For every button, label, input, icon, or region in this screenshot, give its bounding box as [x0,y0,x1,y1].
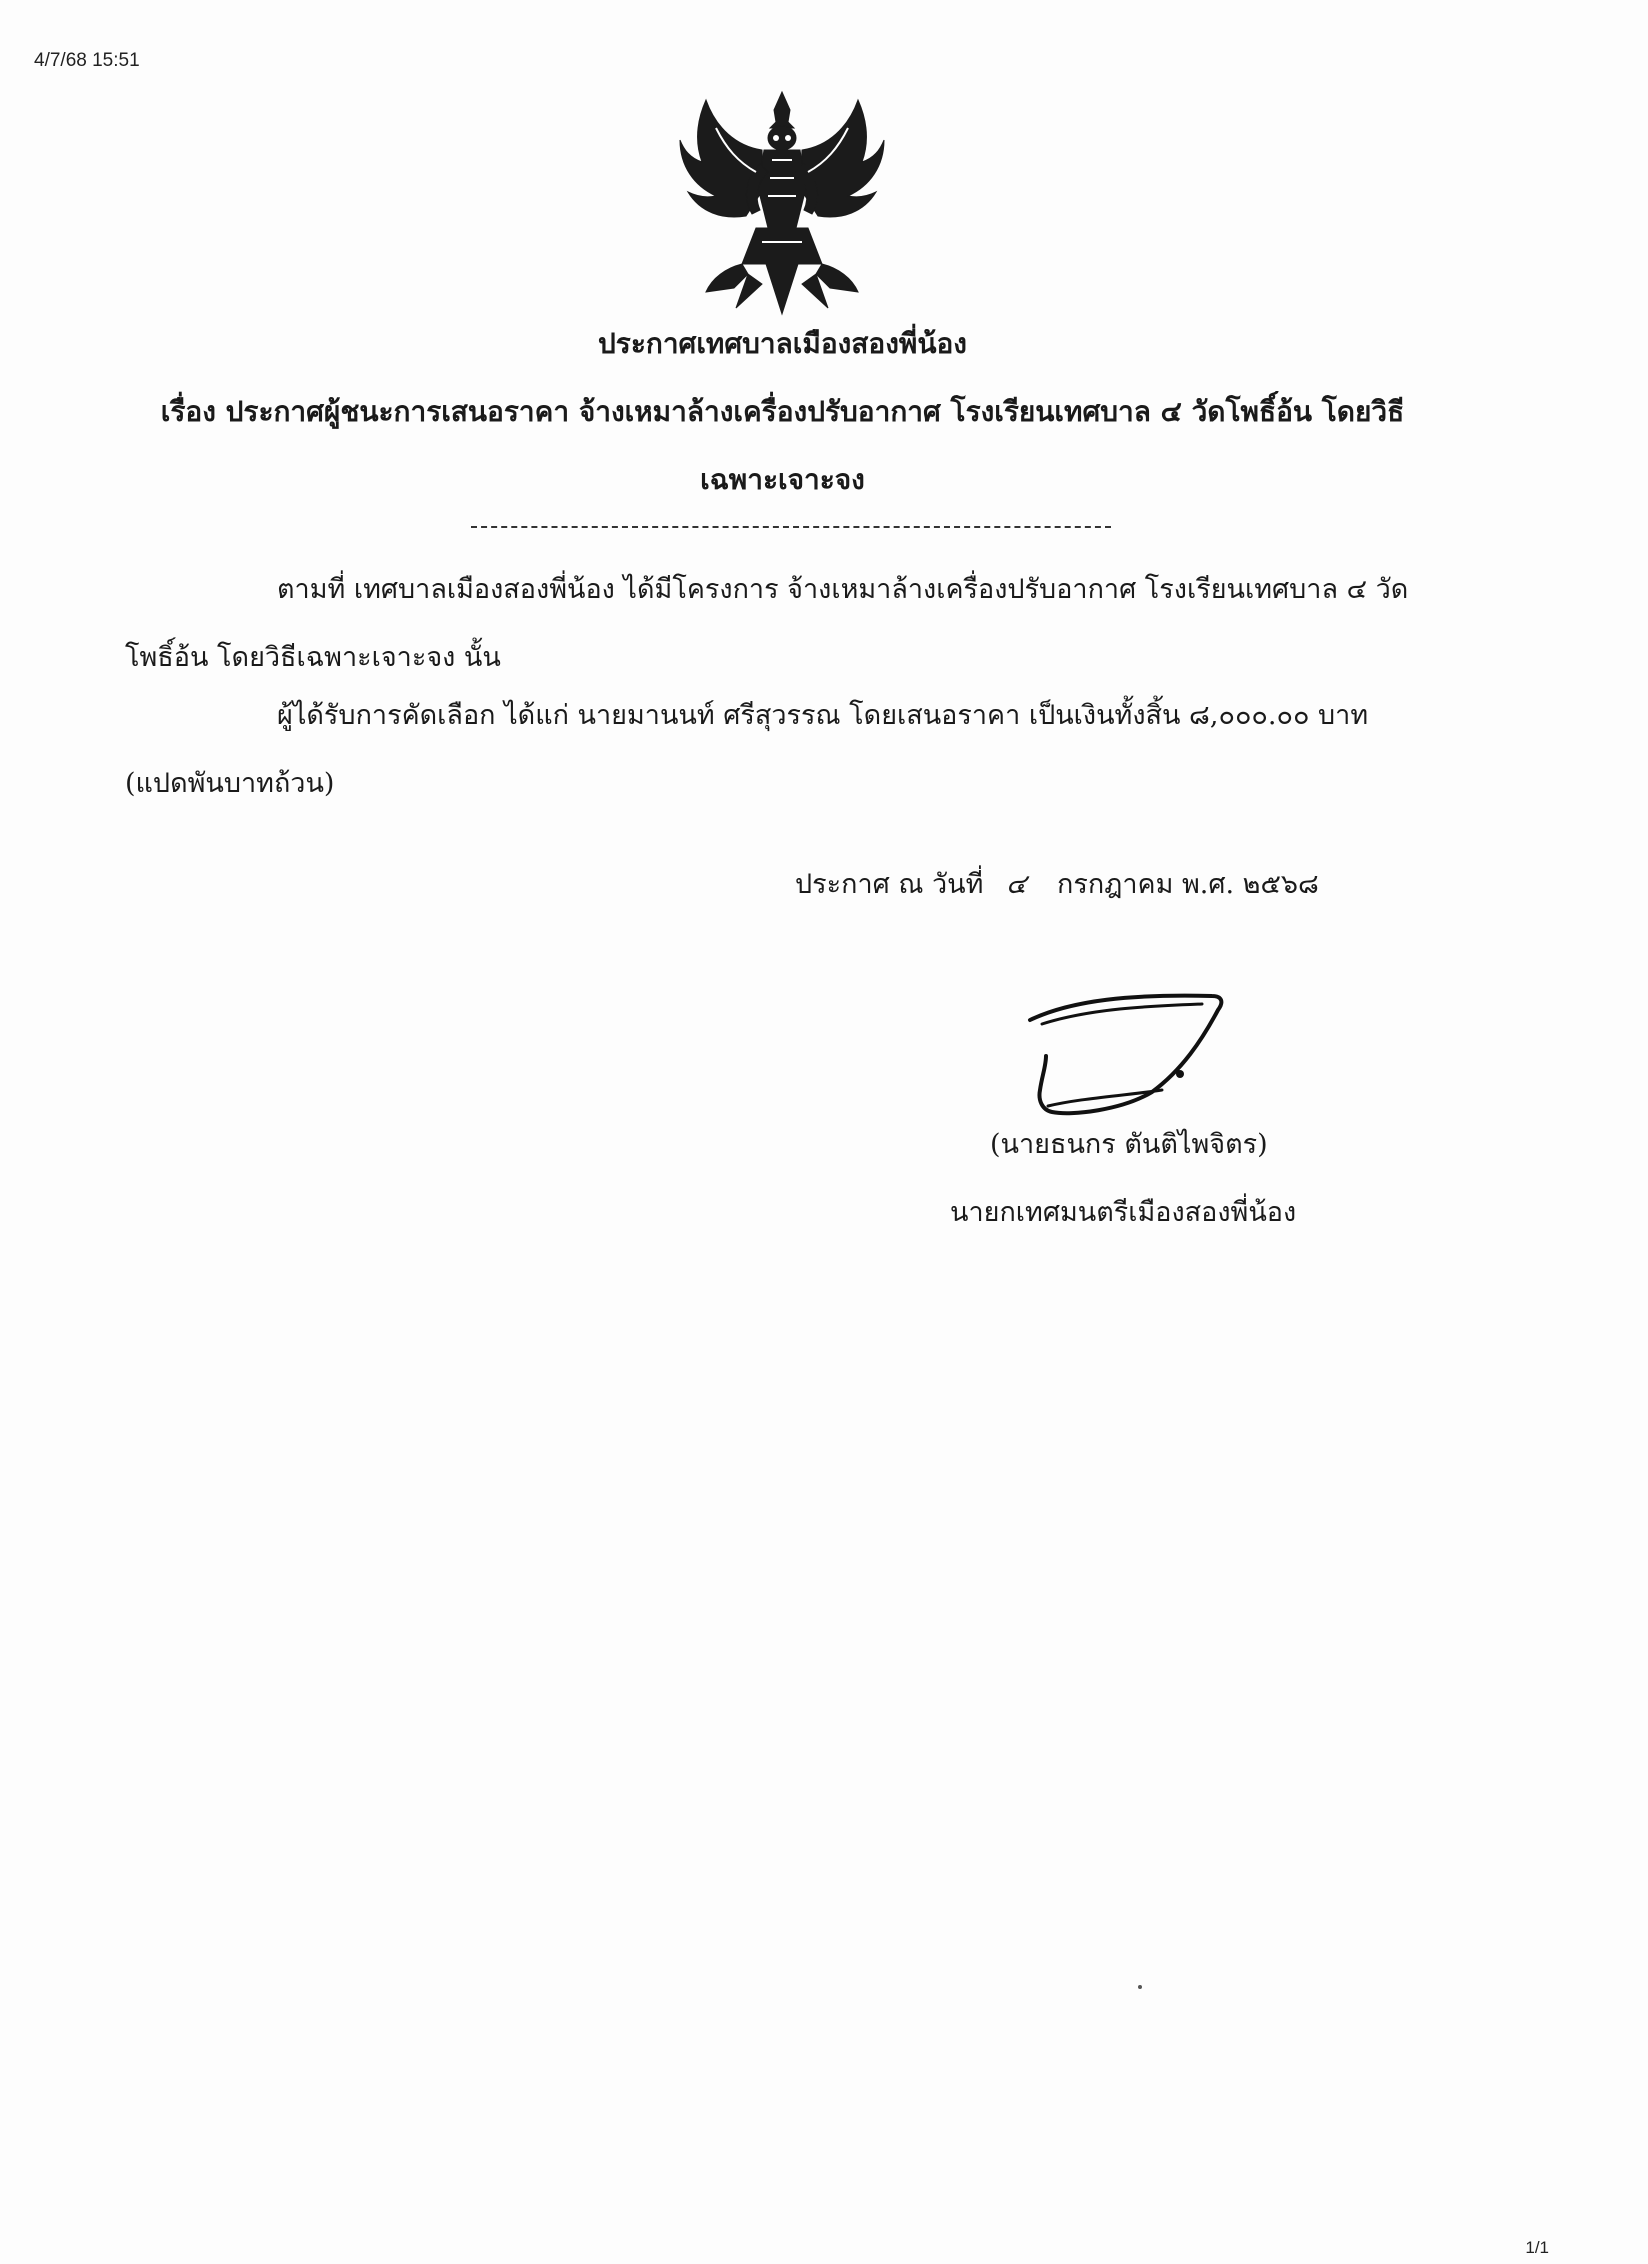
signer-name: (นายธนกร ตันติไพจิตร) [990,1129,1268,1160]
print-timestamp: 4/7/68 15:51 [34,50,140,71]
handwritten-signature-icon [1012,980,1242,1120]
date-day: ๔ [1006,869,1027,900]
body-paragraph-project: ตามที่ เทศบาลเมืองสองพี่น้อง ได้มีโครงการ จ้างเหมาล้างเครื่องปรับอากาศ โรงเรียนเทศบาล ๔ วัดโพธิ์อ้น โดยวิธีเฉพาะเจาะจง นั้น [125,574,1409,673]
divider-line [471,526,1111,528]
scan-speck [1138,1985,1142,1989]
announcement-title: ประกาศเทศบาลเมืองสองพี่น้อง [598,327,967,360]
announcement-subject: เรื่อง ประกาศผู้ชนะการเสนอราคา จ้างเหมาล้างเครื่องปรับอากาศ โรงเรียนเทศบาล ๔ วัดโพธิ์อ้น โดยวิธีเฉพาะเจาะจง [160,395,1405,496]
announcement-date [795,862,1319,905]
date-month-year: กรกฎาคม พ.ศ. ๒๕๖๘ [1057,869,1319,900]
garuda-emblem-icon [676,88,888,318]
page-count: 1/1 [1525,2238,1549,2257]
date-prefix: ประกาศ ณ วันที่ [795,869,984,900]
body-paragraph-winner: ผู้ได้รับการคัดเลือก ได้แก่ นายมานนท์ ศรีสุวรรณ โดยเสนอราคา เป็นเงินทั้งสิ้น ๘,๐๐๐.๐๐ บาท (แปดพันบาทถ้วน) [125,700,1369,799]
signer-position: นายกเทศมนตรีเมืองสองพี่น้อง [950,1197,1297,1228]
